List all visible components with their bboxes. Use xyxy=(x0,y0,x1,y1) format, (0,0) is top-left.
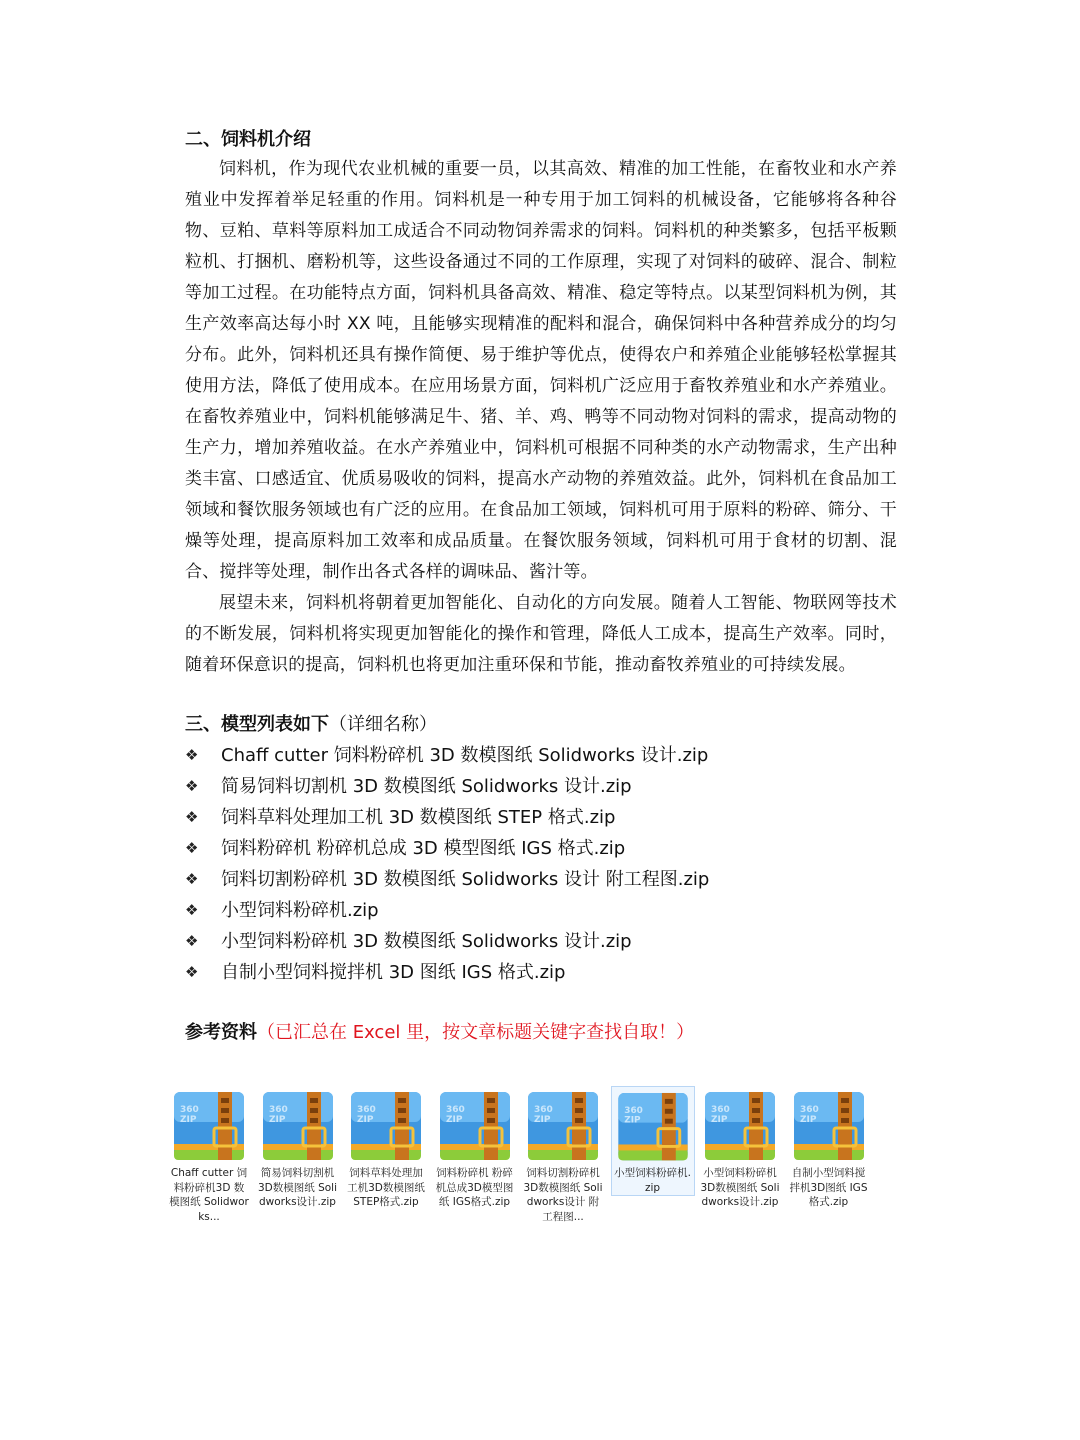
svg-text:ZIP: ZIP xyxy=(268,1115,285,1125)
diamond-bullet-icon: ❖ xyxy=(185,963,199,981)
intro-paragraph-1: 饲料机，作为现代农业机械的重要一员，以其高效、精准的加工性能，在畜牧业和水产养殖业中发挥着举足轻重的作用。饲料机是一种专用于加工饲料的机械设备，它能够将各种谷物、豆粕、草料等原料加工成适合不同动物饲养需求的饲料。饲料机的种类繁多，包括平板颗粒机、打捆机、磨粉机等，这些设备通过不同的工作原理，实现了对饲料的破碎、混合、制粒等加工过程。在功能特点方面，饲料机具备高效、精准、稳定等特点。以某型饲料机为例，其生产效率高达每小时 XX 吨，且能够实现精准的配料和混合，确保饲料中各种营养成分的均匀分布。此外，饲料机还具有操作简便、易于维护等优点，使得农户和养殖企业能够轻松掌握其使用方法，降低了使用成本。在应用场景方面，饲料机广泛应用于畜牧养殖业和水产养殖业。在畜牧养殖业中，饲料机能够满足牛、猪、羊、鸡、鸭等不同动物对饲料的需求，提高动物的生产力，增加养殖收益。在水产养殖业中，饲料机可根据不同种类的水产动物需求，生产出种类丰富、口感适宜、优质易吸收的饲料，提高水产动物的养殖效益。此外，饲料机在食品加工领域和餐饮服务领域也有广泛的应用。在食品加工领域，饲料机可用于原料的粉碎、筛分、干燥等处理，提高原料加工效率和成品质量。在餐饮服务领域，饲料机可用于食材的切割、混合、搅拌等处理，制作出各式各样的调味品、酱汁等。 xyxy=(185,159,897,582)
zip-file-item[interactable] xyxy=(522,1086,604,1226)
list-item: ❖ 饲料草料处理加工机 3D 数模图纸 STEP 格式.zip xyxy=(185,802,905,833)
zip-file-label: 饲料粉碎机 粉碎机总成3D模型图纸 IGS格式.zip xyxy=(435,1167,514,1208)
zip-file-item[interactable] xyxy=(611,1086,695,1196)
svg-text:ZIP: ZIP xyxy=(799,1115,816,1125)
model-list xyxy=(185,740,905,988)
list-item: ❖ 饲料切割粉碎机 3D 数模图纸 Solidworks 设计 附工程图.zip xyxy=(185,864,905,895)
svg-text:ZIP: ZIP xyxy=(623,1115,641,1126)
reference-title: 参考资料 xyxy=(185,1022,257,1043)
svg-text:ZIP: ZIP xyxy=(180,1115,197,1125)
zip-file-label: 简易饲料切割机3D数模图纸 Solidworks设计.zip xyxy=(257,1167,338,1208)
diamond-bullet-icon: ❖ xyxy=(185,839,199,857)
intro-paragraph-2: 展望未来，饲料机将朝着更加智能化、自动化的方向发展。随着人工智能、物联网等技术的不断发展，饲料机将实现更加智能化的操作和管理，降低人工成本，提高生产效率。同时，随着环保意识的提高，饲料机也将更加注重环保和节能，推动畜牧养殖业的可持续发展。 xyxy=(185,593,897,675)
svg-text:360: 360 xyxy=(711,1105,730,1115)
list-item: ❖ 小型饲料粉碎机 3D 数模图纸 Solidworks 设计.zip xyxy=(185,926,905,957)
intro-body xyxy=(185,154,897,681)
svg-text:360: 360 xyxy=(534,1105,553,1115)
zip-archive-icon xyxy=(524,1088,602,1164)
svg-text:360: 360 xyxy=(180,1105,199,1115)
svg-text:ZIP: ZIP xyxy=(445,1115,462,1125)
section-3-subtitle: （详细名称） xyxy=(329,714,437,735)
file-icon-row xyxy=(168,1086,888,1236)
svg-text:360: 360 xyxy=(268,1105,288,1115)
zip-file-label: 饲料草料处理加工机3D数模图纸 STEP格式.zip xyxy=(347,1167,425,1208)
list-item: ❖ 简易饲料切割机 3D 数模图纸 Solidworks 设计.zip xyxy=(185,771,905,802)
diamond-bullet-icon: ❖ xyxy=(185,777,199,795)
zip-file-label: Chaff cutter 饲料粉碎机3D 数模图纸 Solidworks... xyxy=(169,1167,249,1223)
list-item: ❖ 自制小型饲料搅拌机 3D 图纸 IGS 格式.zip xyxy=(185,957,905,988)
zip-file-item[interactable] xyxy=(434,1086,516,1226)
zip-archive-icon xyxy=(170,1088,248,1164)
zip-file-item[interactable] xyxy=(168,1086,250,1226)
diamond-bullet-icon: ❖ xyxy=(185,901,199,919)
list-item: ❖ Chaff cutter 饲料粉碎机 3D 数模图纸 Solidworks 设计.zip xyxy=(185,740,905,771)
list-item: ❖ 小型饲料粉碎机.zip xyxy=(185,895,905,926)
svg-text:360: 360 xyxy=(799,1105,819,1115)
svg-text:ZIP: ZIP xyxy=(534,1115,551,1125)
svg-text:360: 360 xyxy=(445,1105,465,1115)
zip-file-item[interactable] xyxy=(699,1086,781,1226)
diamond-bullet-icon: ❖ xyxy=(185,932,199,950)
diamond-bullet-icon: ❖ xyxy=(185,870,199,888)
zip-file-item[interactable] xyxy=(345,1086,427,1226)
list-item: ❖ 饲料粉碎机 粉碎机总成 3D 模型图纸 IGS 格式.zip xyxy=(185,833,905,864)
svg-text:360: 360 xyxy=(357,1105,376,1115)
section-3-title: 三、模型列表如下（详细名称） xyxy=(185,714,437,735)
zip-file-label: 自制小型饲料搅拌机3D图纸 IGS格式.zip xyxy=(789,1167,868,1208)
zip-file-item[interactable] xyxy=(788,1086,870,1226)
diamond-bullet-icon: ❖ xyxy=(185,808,199,826)
reference-note: （已汇总在 Excel 里，按文章标题关键字查找自取！） xyxy=(257,1022,695,1043)
svg-text:ZIP: ZIP xyxy=(711,1115,728,1125)
zip-archive-icon xyxy=(259,1088,337,1164)
svg-text:ZIP: ZIP xyxy=(357,1115,374,1125)
zip-file-item[interactable] xyxy=(257,1086,339,1226)
zip-archive-icon xyxy=(701,1088,779,1164)
zip-file-label: 饲料切割粉碎机3D数模图纸 Solidworks设计 附工程图... xyxy=(523,1167,603,1223)
zip-archive-icon xyxy=(614,1089,692,1164)
zip-file-label: 小型饲料粉碎机3D数模图纸 Solidworks设计.zip xyxy=(700,1167,780,1208)
svg-text:360: 360 xyxy=(623,1105,643,1116)
reference-line xyxy=(185,1020,694,1046)
zip-archive-icon xyxy=(790,1088,868,1164)
diamond-bullet-icon: ❖ xyxy=(185,746,199,764)
zip-archive-icon xyxy=(347,1088,425,1164)
zip-file-label: 小型饲料粉碎机.zip xyxy=(614,1167,691,1194)
zip-archive-icon xyxy=(436,1088,514,1164)
section-2-title: 二、饲料机介绍 xyxy=(185,129,311,150)
